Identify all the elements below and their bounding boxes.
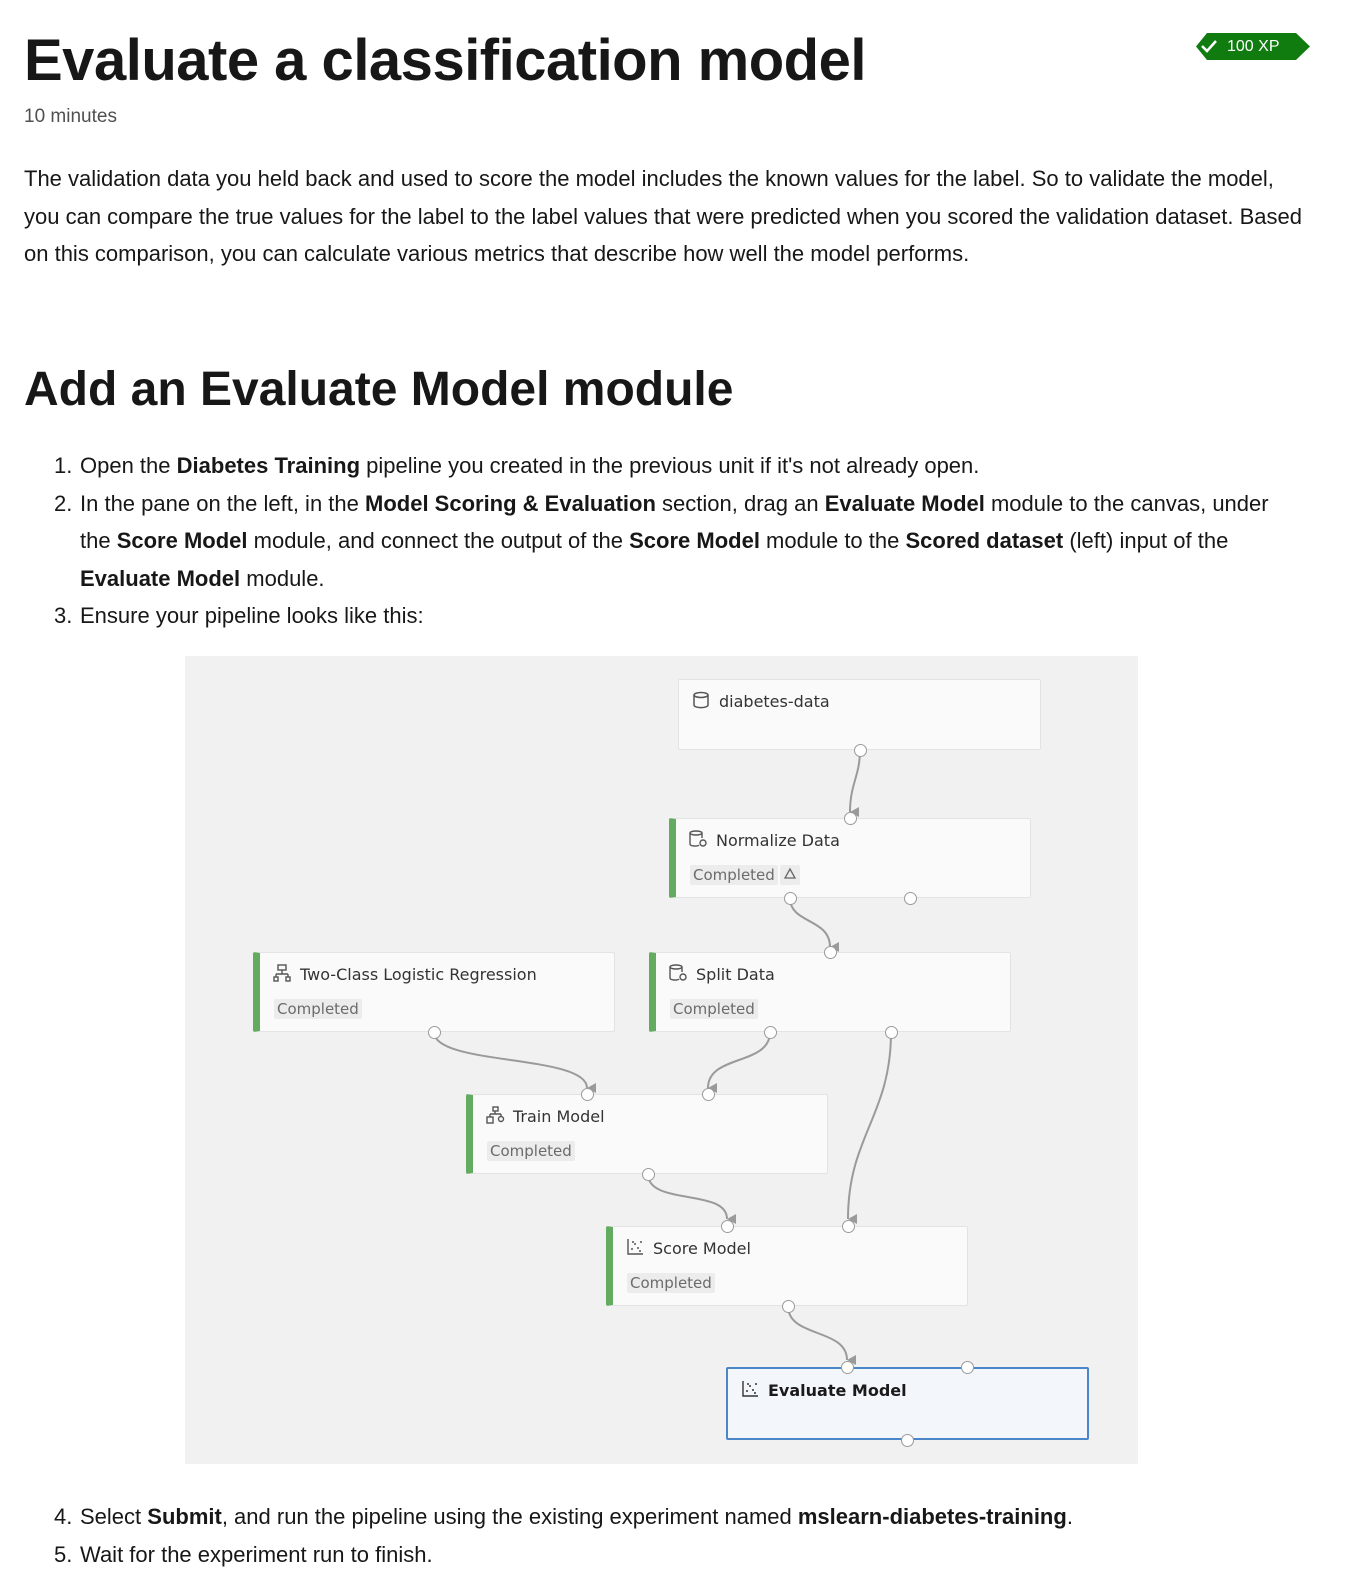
step-4: 4. Select Submit, and run the pipeline using the existing experiment named mslearn-diabetes-training. xyxy=(54,1504,1073,1529)
xp-badge-label: 100 XP xyxy=(1227,38,1280,55)
node-title: diabetes-data xyxy=(719,692,830,711)
input-port[interactable] xyxy=(721,1220,734,1233)
node-train-model[interactable] xyxy=(466,1094,828,1174)
output-port[interactable] xyxy=(764,1026,777,1039)
status-badge: Completed xyxy=(274,999,362,1019)
connector-split-score xyxy=(848,1032,891,1219)
node-title: Two-Class Logistic Regression xyxy=(300,965,537,984)
input-port[interactable] xyxy=(961,1361,974,1374)
scatter-icon xyxy=(625,1237,645,1257)
input-port[interactable] xyxy=(581,1088,594,1101)
output-port[interactable] xyxy=(642,1168,655,1181)
connector-data-normalize xyxy=(850,750,860,812)
connector-score-evaluate xyxy=(788,1306,847,1360)
node-score-model[interactable] xyxy=(606,1226,968,1306)
output-port[interactable] xyxy=(901,1434,914,1447)
duration-label: 10 minutes xyxy=(24,106,117,127)
train-model-icon xyxy=(485,1105,505,1125)
input-port[interactable] xyxy=(844,812,857,825)
scatter-icon xyxy=(740,1379,760,1399)
status-badge: Completed xyxy=(690,865,778,885)
input-port[interactable] xyxy=(841,1361,854,1374)
node-evaluate-model[interactable] xyxy=(726,1367,1089,1440)
hierarchy-icon xyxy=(272,963,292,983)
output-port[interactable] xyxy=(784,892,797,905)
node-normalize-data[interactable] xyxy=(669,818,1031,898)
node-diabetes-data[interactable] xyxy=(678,679,1041,750)
status-badge: Completed xyxy=(670,999,758,1019)
steps-list-continued xyxy=(54,1498,1295,1573)
intro-paragraph: The validation data you held back and used to score the model includes the known values for the label. So to validate the model, you can compare the true values for the label to the label values that were predicted when you scored the validation dataset. Based on this comparison, you can calculate various metrics that describe how well the model performs. xyxy=(24,166,1303,266)
input-port[interactable] xyxy=(702,1088,715,1101)
output-port[interactable] xyxy=(885,1026,898,1039)
connector-train-score xyxy=(648,1174,727,1219)
node-title: Split Data xyxy=(696,965,775,984)
database-icon xyxy=(691,690,711,710)
output-port[interactable] xyxy=(782,1300,795,1313)
step-3: 3. Ensure your pipeline looks like this: xyxy=(54,603,424,628)
status-badge: Completed xyxy=(487,1141,575,1161)
output-port[interactable] xyxy=(904,892,917,905)
section-title: Add an Evaluate Model module xyxy=(24,363,734,416)
input-port[interactable] xyxy=(824,946,837,959)
node-title: Score Model xyxy=(653,1239,751,1258)
page-title: Evaluate a classification model xyxy=(24,28,866,93)
connector-split-train xyxy=(708,1032,770,1088)
input-port[interactable] xyxy=(842,1220,855,1233)
step-2: 2. In the pane on the left, in the Model Scoring & Evaluation section, drag an Evaluate Model module to the canvas, under the Score Model module, and connect the output of the Score Model module to the Scored dataset (left) input of the Evaluate Model module. xyxy=(54,490,1269,591)
status-badge: Completed xyxy=(627,1273,715,1293)
node-title: Train Model xyxy=(513,1107,605,1126)
pipeline-canvas[interactable] xyxy=(185,656,1138,1464)
connector-logistic-train xyxy=(434,1032,587,1088)
node-split-data[interactable] xyxy=(649,952,1011,1032)
output-port[interactable] xyxy=(428,1026,441,1039)
node-title: Evaluate Model xyxy=(768,1381,907,1400)
step-5: 5. Wait for the experiment run to finish. xyxy=(54,1541,433,1567)
connector-normalize-split xyxy=(790,898,830,947)
node-title: Normalize Data xyxy=(716,831,840,850)
xp-badge xyxy=(1196,33,1310,60)
node-two-class-logistic-regression[interactable] xyxy=(253,952,615,1032)
dataset-gear-icon xyxy=(668,963,688,983)
step-1: 1. Open the Diabetes Training pipeline you created in the previous unit if it's not already open. xyxy=(54,453,980,478)
steps-list xyxy=(54,447,1295,635)
dataset-gear-icon xyxy=(688,829,708,849)
pipeline-connections xyxy=(185,656,1138,1464)
recycle-icon xyxy=(780,865,800,885)
output-port[interactable] xyxy=(854,744,867,757)
